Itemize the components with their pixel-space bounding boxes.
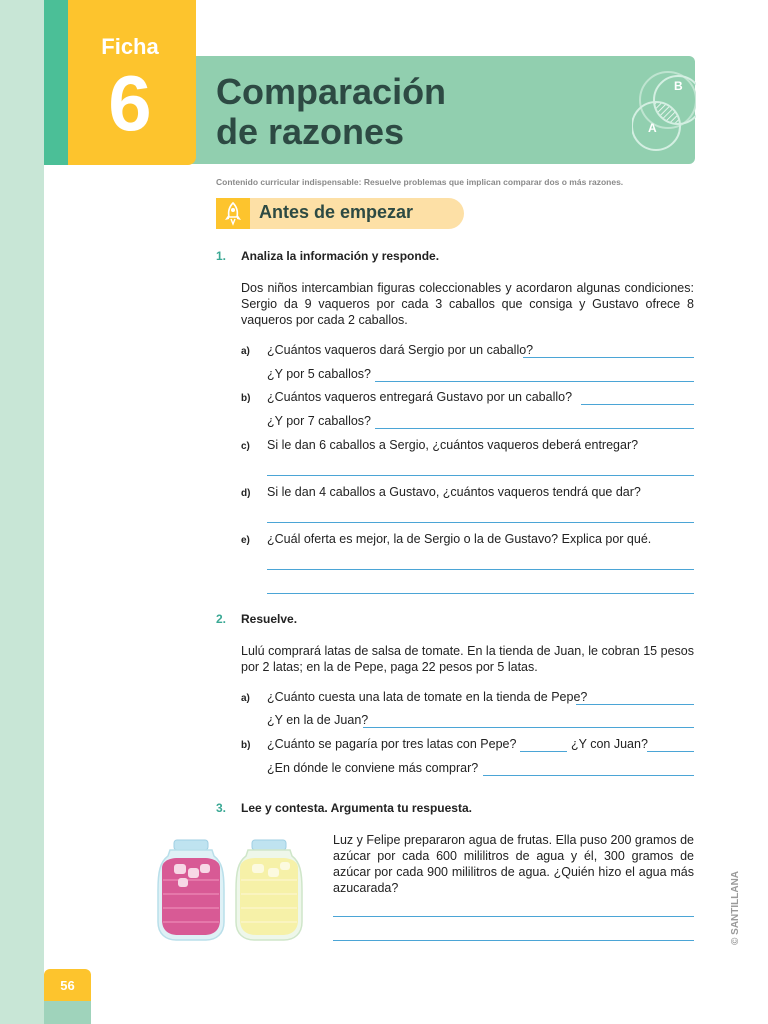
exercise-2-number: 2. <box>216 612 227 626</box>
answer-line[interactable] <box>333 916 694 917</box>
exercise-2-paragraph: Lulú comprará latas de salsa de tomate. En la tienda de Juan, le cobran 15 pesos por 2 latas; en la de Pepe, paga 22 pesos por 5 latas. <box>241 644 694 674</box>
answer-line[interactable] <box>267 475 694 476</box>
exercise-3-instruction: Lee y contesta. Argumenta tu respuesta. <box>241 801 472 815</box>
venn-diagram-icon <box>632 64 696 160</box>
answer-line[interactable] <box>647 751 694 752</box>
item-1a-question: ¿Cuántos vaqueros dará Sergio por un caballo? <box>267 343 534 357</box>
section-title: Antes de empezar <box>259 202 414 222</box>
venn-label-a: A <box>648 121 657 135</box>
item-2a-question: ¿Cuánto cuesta una lata de tomate en la tienda de Pepe? <box>267 690 588 704</box>
item-2b-question-juan: ¿Y con Juan? <box>571 737 648 751</box>
exercise-2-instruction: Resuelve. <box>241 612 298 626</box>
page-number: 56 <box>60 978 75 993</box>
answer-line[interactable] <box>267 593 694 594</box>
exercise-1-paragraph: Dos niños intercambian figuras coleccionables y acordaron algunas condiciones: Sergio da 9 vaqueros por cada 3 caballos que consiga y Gustavo ofrece 8 vaqueros por cada 2 caballos. <box>241 281 694 327</box>
answer-line[interactable] <box>375 381 694 382</box>
title-line-2: de razones <box>216 111 405 152</box>
answer-line[interactable] <box>483 775 694 776</box>
exercise-3-paragraph: Luz y Felipe prepararon agua de frutas. Ella puso 200 gramos de azúcar por cada 600 mililitros de agua y él, 300 gramos de azúcar por cada 900 mililitros de agua. ¿Quién hizo el agua más azucarada? <box>333 833 694 895</box>
exercise-1-instruction: Analiza la información y responde. <box>241 249 440 263</box>
curricular-content-note: Contenido curricular indispensable: Resuelve problemas que implican comparar dos o más razones. <box>216 177 624 187</box>
ficha-number: 6 <box>108 59 152 147</box>
exercise-1-number: 1. <box>216 249 227 263</box>
item-2b-followup: ¿En dónde le conviene más comprar? <box>267 761 479 775</box>
copyright-notice: © SANTILLANA <box>730 870 741 945</box>
item-1e-question: ¿Cuál oferta es mejor, la de Sergio o la de Gustavo? Explica por qué. <box>267 532 652 546</box>
item-1a-followup: ¿Y por 5 caballos? <box>267 367 371 381</box>
rocket-icon <box>216 198 250 229</box>
item-2a-letter: a) <box>241 693 250 704</box>
answer-line[interactable] <box>267 522 694 523</box>
answer-line[interactable] <box>267 569 694 570</box>
item-1d-letter: d) <box>241 488 251 499</box>
bottom-accent-strip <box>44 1000 91 1024</box>
item-1c-letter: c) <box>241 441 250 452</box>
exercise-3-number: 3. <box>216 801 227 815</box>
answer-line[interactable] <box>333 940 694 941</box>
answer-line[interactable] <box>363 727 694 728</box>
item-1b-letter: b) <box>241 393 251 404</box>
item-1e-letter: e) <box>241 535 250 546</box>
item-1b-question: ¿Cuántos vaqueros entregará Gustavo por un caballo? <box>267 390 573 404</box>
item-1d-question: Si le dan 4 caballos a Gustavo, ¿cuántos vaqueros tendrá que dar? <box>267 485 641 499</box>
section-header <box>216 198 464 229</box>
page-title <box>216 72 446 152</box>
fruit-water-jars-illustration <box>148 838 313 944</box>
item-2b-question: ¿Cuánto se pagaría por tres latas con Pepe? <box>267 737 517 751</box>
answer-line[interactable] <box>523 357 694 358</box>
left-margin-band <box>0 0 44 1024</box>
answer-line[interactable] <box>520 751 567 752</box>
title-line-1: Comparación <box>216 71 447 112</box>
answer-line[interactable] <box>375 428 694 429</box>
left-accent-strip <box>44 0 68 165</box>
ficha-badge <box>68 0 196 165</box>
answer-line[interactable] <box>576 704 694 705</box>
item-2a-followup: ¿Y en la de Juan? <box>267 713 369 727</box>
item-1c-question: Si le dan 6 caballos a Sergio, ¿cuántos vaqueros deberá entregar? <box>267 438 639 452</box>
item-1a-letter: a) <box>241 346 250 357</box>
ficha-label: Ficha <box>101 34 159 59</box>
item-1b-followup: ¿Y por 7 caballos? <box>267 414 371 428</box>
item-2b-letter: b) <box>241 740 251 751</box>
page-number-badge <box>44 969 91 1001</box>
venn-label-b: B <box>674 79 683 93</box>
answer-line[interactable] <box>581 404 694 405</box>
